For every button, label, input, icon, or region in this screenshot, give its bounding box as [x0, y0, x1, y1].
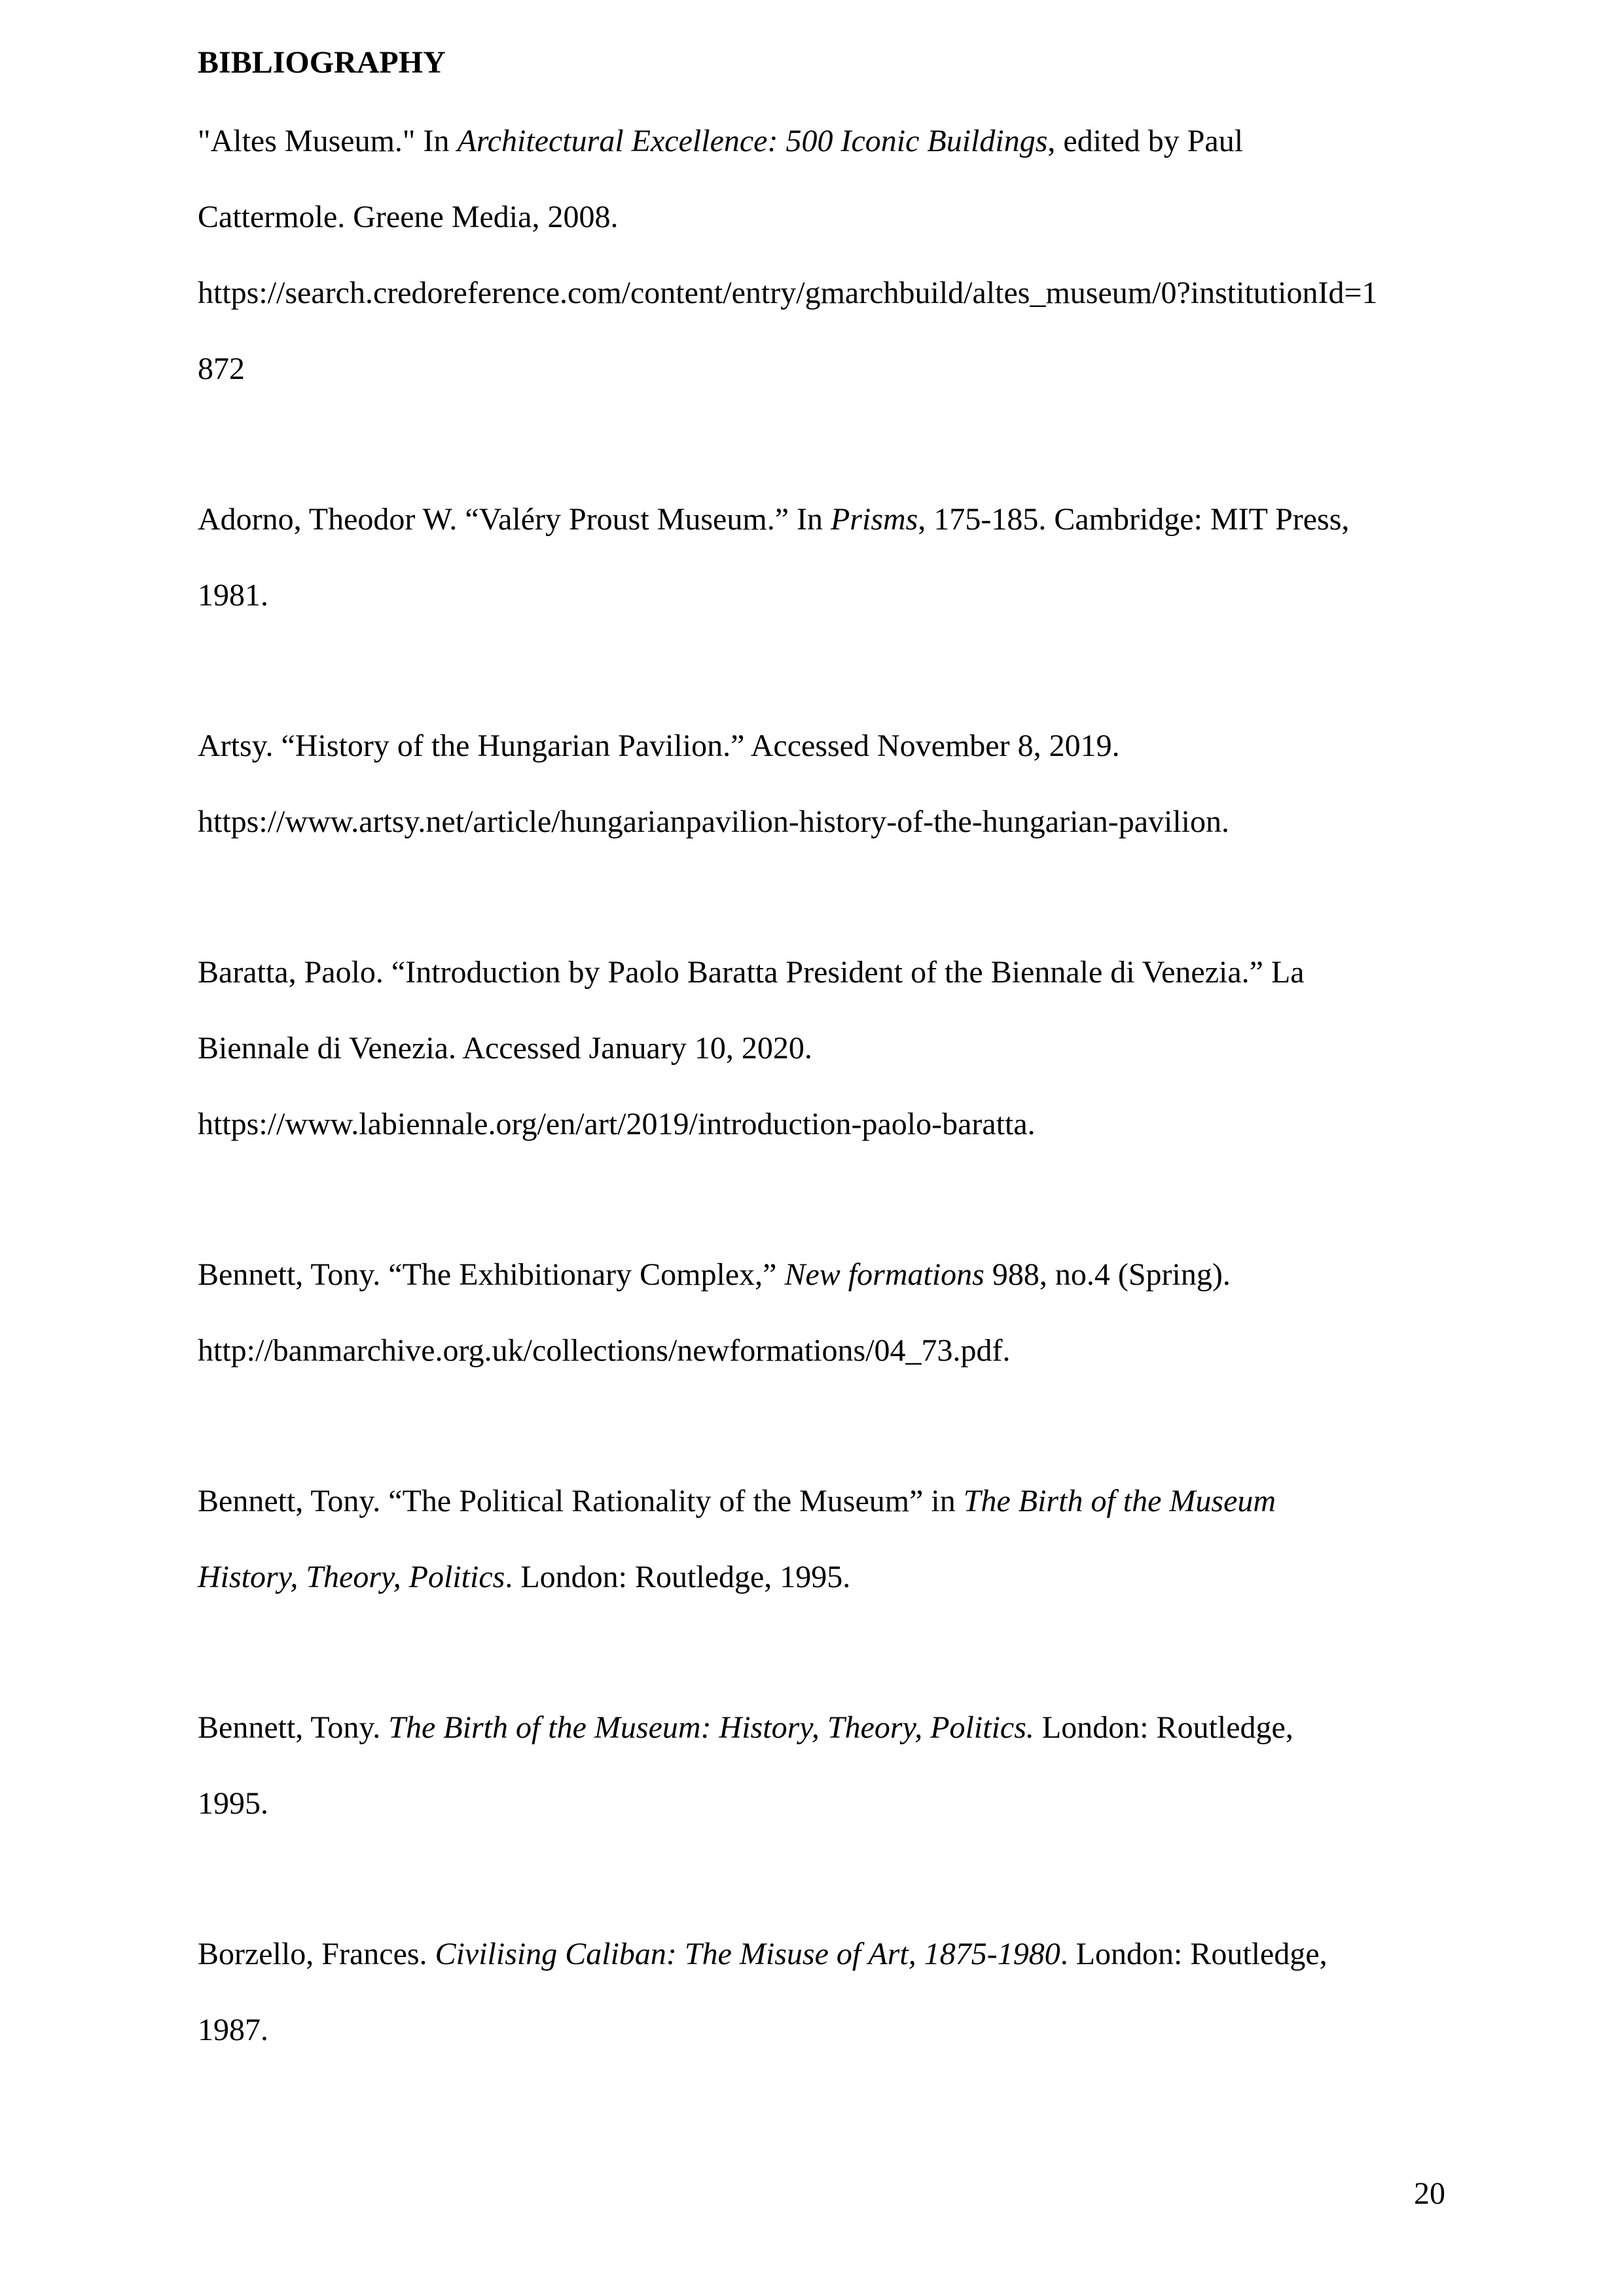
bibliography-entry-line: Cattermole. Greene Media, 2008.	[198, 200, 619, 234]
bibliography-entry-line: Bennett, Tony. The Birth of the Museum: History, Theory, Politics. London: Routledge,	[198, 1710, 1293, 1745]
bibliography-entry-url: https://www.artsy.net/article/hungarianpavilion-history-of-the-hungarian-pavilion.	[198, 804, 1230, 839]
bibliography-entry-line: Artsy. “History of the Hungarian Pavilion.” Accessed November 8, 2019.	[198, 728, 1120, 763]
bibliography-entry-line: History, Theory, Politics. London: Routledge, 1995.	[198, 1560, 851, 1594]
bibliography-entry-line: 872	[198, 351, 245, 386]
bibliography-entry-url: https://www.labiennale.org/en/art/2019/introduction-paolo-baratta.	[198, 1107, 1036, 1141]
bibliography-entry-line: 1981.	[198, 578, 268, 613]
bibliography-entry-url: http://banmarchive.org.uk/collections/newformations/04_73.pdf.	[198, 1333, 1011, 1368]
bibliography-entry-line: 1987.	[198, 2013, 268, 2047]
page-number: 20	[1414, 2176, 1445, 2211]
bibliography-entry-url: https://search.credoreference.com/content/entry/gmarchbuild/altes_museum/0?institutionId=1	[198, 276, 1378, 310]
bibliography-entry-line: Borzello, Frances. Civilising Caliban: The Misuse of Art, 1875-1980. London: Routledge,	[198, 1937, 1327, 1971]
bibliography-entry-line: Bennett, Tony. “The Political Rationality of the Museum” in The Birth of the Museum	[198, 1484, 1276, 1518]
bibliography-entry-line: Adorno, Theodor W. “Valéry Proust Museum.” In Prisms, 175-185. Cambridge: MIT Press,	[198, 502, 1350, 537]
page-title: BIBLIOGRAPHY	[198, 45, 446, 80]
bibliography-entry-line: Baratta, Paolo. “Introduction by Paolo Baratta President of the Biennale di Venezia.” La	[198, 955, 1305, 990]
bibliography-entry-line: Biennale di Venezia. Accessed January 10, 2020.	[198, 1031, 812, 1066]
bibliography-entry-line: "Altes Museum." In Architectural Excellence: 500 Iconic Buildings, edited by Paul	[198, 124, 1244, 158]
bibliography-entry-line: 1995.	[198, 1786, 268, 1821]
bibliography-entry-line: Bennett, Tony. “The Exhibitionary Complex,” New formations 988, no.4 (Spring).	[198, 1257, 1231, 1292]
